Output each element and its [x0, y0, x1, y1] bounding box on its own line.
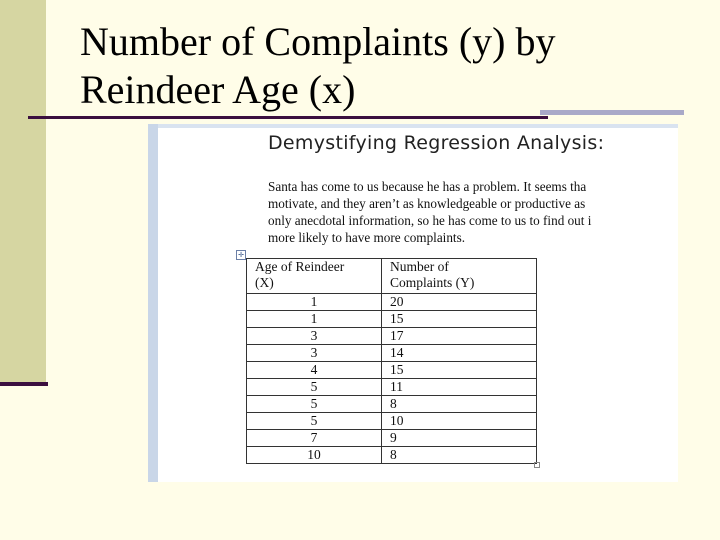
table-row — [247, 311, 537, 328]
header-age-line-2: (X) — [255, 275, 274, 290]
cell-complaints: 15 — [382, 311, 537, 328]
data-table — [246, 258, 537, 464]
cell-age: 3 — [247, 328, 382, 345]
left-accent-bar — [0, 0, 46, 382]
cell-age: 4 — [247, 362, 382, 379]
paragraph-line: Santa has come to us because he has a problem. It seems tha — [268, 179, 587, 194]
document-paragraph — [268, 178, 678, 246]
cell-complaints: 9 — [382, 430, 537, 447]
left-accent-line — [0, 382, 48, 386]
document-top-border — [158, 124, 678, 128]
slide-title — [80, 18, 700, 114]
header-complaints-line-1: Number of — [390, 259, 449, 274]
cell-complaints: 8 — [382, 447, 537, 464]
slide-title-line-2: Reindeer Age (x) — [80, 67, 356, 112]
table-row — [247, 447, 537, 464]
cell-complaints: 15 — [382, 362, 537, 379]
table-header-row — [247, 259, 537, 294]
table-row — [247, 328, 537, 345]
header-age-line-1: Age of Reindeer — [255, 259, 345, 274]
document-heading: Demystifying Regression Analysis: — [268, 132, 605, 154]
cell-complaints: 11 — [382, 379, 537, 396]
cell-age: 5 — [247, 396, 382, 413]
cell-complaints: 17 — [382, 328, 537, 345]
cell-complaints: 14 — [382, 345, 537, 362]
cell-age: 5 — [247, 379, 382, 396]
title-underline-shadow — [540, 110, 684, 115]
table-row — [247, 294, 537, 311]
header-complaints — [382, 259, 537, 294]
table-row — [247, 430, 537, 447]
paragraph-line: more likely to have more complaints. — [268, 230, 466, 245]
table-row — [247, 362, 537, 379]
cell-complaints: 8 — [382, 396, 537, 413]
table-row — [247, 413, 537, 430]
slide-title-line-1: Number of Complaints (y) by — [80, 19, 556, 64]
title-underline — [28, 116, 548, 119]
table-resize-handle[interactable] — [534, 462, 540, 468]
header-age — [247, 259, 382, 294]
cell-complaints: 20 — [382, 294, 537, 311]
header-complaints-line-2: Complaints (Y) — [390, 275, 475, 290]
document-screenshot — [148, 124, 678, 482]
table-move-handle-icon[interactable]: ✛ — [236, 250, 246, 260]
table-row — [247, 379, 537, 396]
cell-age: 3 — [247, 345, 382, 362]
cell-age: 1 — [247, 294, 382, 311]
cell-age: 10 — [247, 447, 382, 464]
cell-age: 5 — [247, 413, 382, 430]
paragraph-line: motivate, and they aren’t as knowledgeable or productive as — [268, 196, 586, 211]
paragraph-line: only anecdotal information, so he has come to us to find out i — [268, 213, 592, 228]
cell-age: 1 — [247, 311, 382, 328]
cell-age: 7 — [247, 430, 382, 447]
table-row — [247, 396, 537, 413]
cell-complaints: 10 — [382, 413, 537, 430]
table-row — [247, 345, 537, 362]
